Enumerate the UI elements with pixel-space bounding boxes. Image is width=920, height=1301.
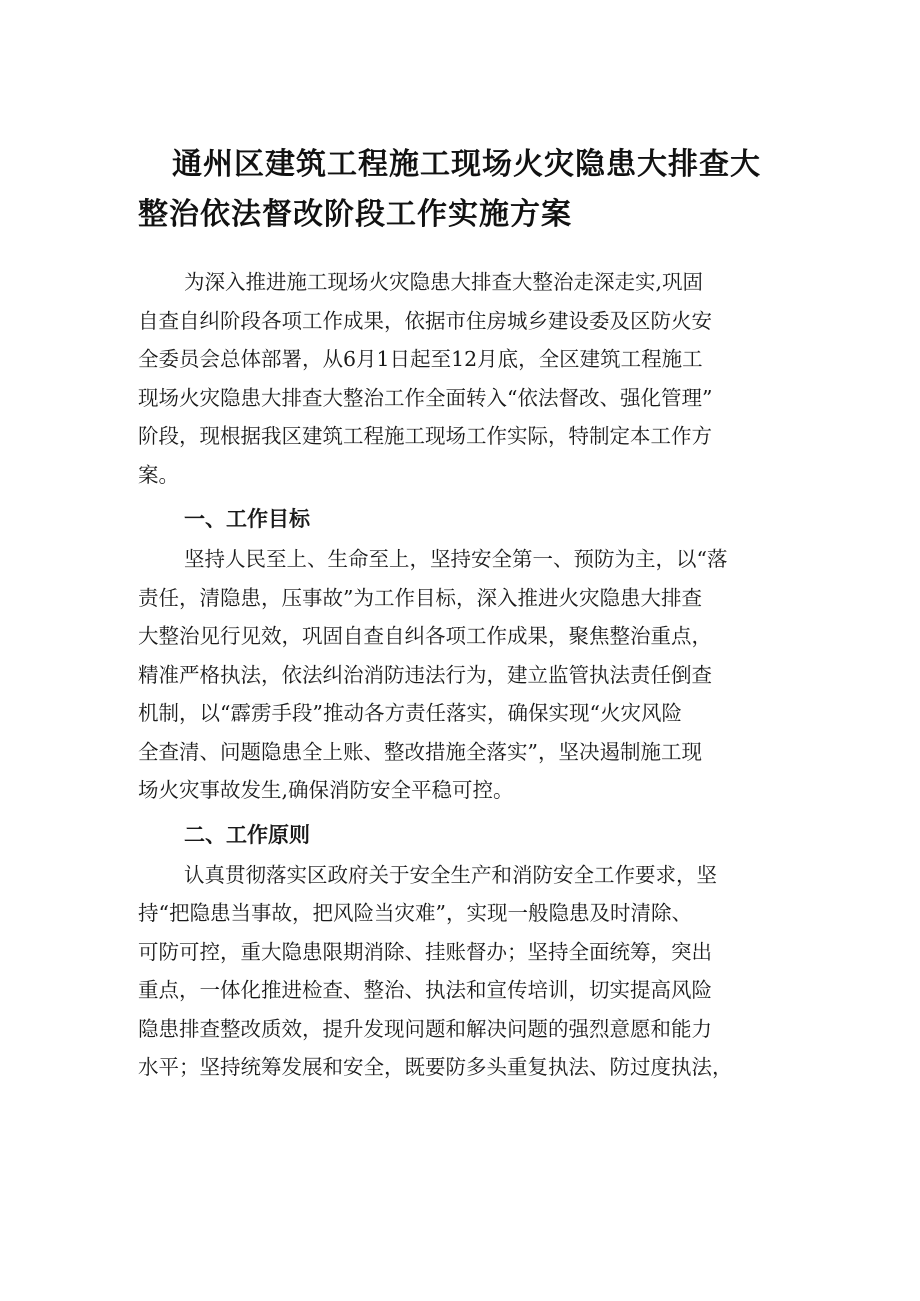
- paragraph-line: 水平；坚持统筹发展和安全，既要防多头重复执法、防过度执法，: [138, 1055, 733, 1079]
- goals-paragraph: [138, 540, 798, 810]
- paragraph-line: 坚持人民至上、生命至上，坚持安全第一、预防为主，以“落: [184, 547, 728, 571]
- paragraph-line: 重点，一体化推进检查、整治、执法和宣传培训，切实提高风险: [138, 978, 712, 1002]
- paragraph-line: 现场火灾隐患大排查大整治工作全面转入“依法督改、强化管理”: [138, 385, 713, 410]
- intro-paragraph: [138, 263, 798, 494]
- paragraph-line: 全查清、问题隐患全上账、整改措施全落实”，坚决遏制施工现: [138, 739, 702, 764]
- title-line-2: 整治依法督改阶段工作实施方案: [138, 197, 572, 232]
- paragraph-line: 机制，以“霹雳手段”推动各方责任落实，确保实现“火灾风险: [138, 701, 682, 725]
- paragraph-line: 认真贯彻落实区政府关于安全生产和消防安全工作要求，坚: [184, 862, 717, 887]
- paragraph-line: 全委员会总体部署，从6月1日起至12月底，全区建筑工程施工: [138, 347, 703, 371]
- paragraph-line: 精准严格执法，依法纠治消防违法行为，建立监管执法责任倒查: [138, 662, 712, 687]
- principles-paragraph: [138, 856, 798, 1087]
- section-heading-principles: 二、工作原则: [184, 822, 310, 847]
- document-body: [138, 263, 798, 1087]
- title-line-1: 通州区建筑工程施工现场火灾隐患大排查大: [172, 147, 761, 182]
- document-title: [138, 140, 798, 240]
- paragraph-line: 大整治见行见效，巩固自查自纠各项工作成果，聚焦整治重点，: [138, 624, 712, 648]
- paragraph-line: 阶段，现根据我区建筑工程施工现场工作实际，特制定本工作方: [138, 424, 712, 448]
- paragraph-line: 自查自纠阶段各项工作成果，依据市住房城乡建设委及区防火安: [138, 308, 712, 333]
- paragraph-line: 案。: [138, 462, 179, 487]
- paragraph-line: 场火灾事故发生,确保消防安全平稳可控。: [138, 778, 514, 802]
- section-heading-goals: 一、工作目标: [184, 507, 310, 531]
- paragraph-line: 隐患排查整改质效，提升发现问题和解决问题的强烈意愿和能力: [138, 1016, 712, 1041]
- paragraph-line: 为深入推进施工现场火灾隐患大排查大整治走深走实,巩固: [184, 270, 704, 294]
- paragraph-line: 可防可控，重大隐患限期消除、挂账督办；坚持全面统筹，突出: [138, 939, 712, 964]
- paragraph-line: 责任，清隐患，压事故”为工作目标，深入推进火灾隐患大排查: [138, 585, 702, 610]
- paragraph-line: 持“把隐患当事故，把风险当灾难”，实现一般隐患及时清除、: [138, 901, 692, 925]
